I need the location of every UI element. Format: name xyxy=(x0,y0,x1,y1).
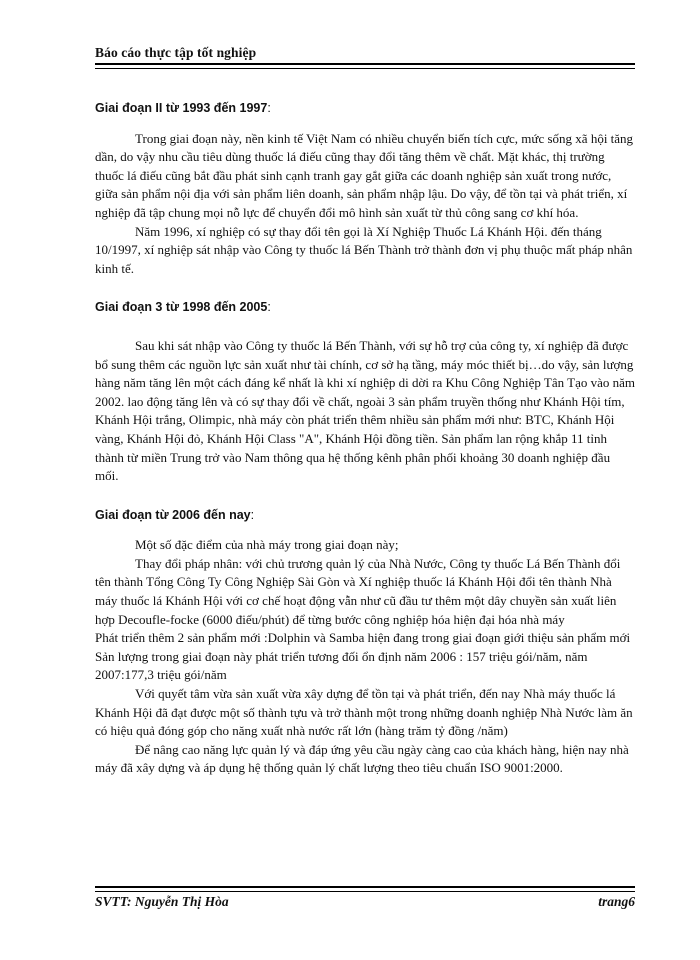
paragraph: Một số đặc điểm của nhà máy trong giai đoạn này; xyxy=(135,537,399,553)
document-page xyxy=(95,0,635,960)
paragraph: Với quyết tâm vừa sản xuất vừa xây dựng để tồn tại và phát triển, đến nay Nhà máy thuốc lá Khánh Hội đã đạt được một số thành tựu và trở thành một trong những doanh nghiệp Nhà Nước làm ăn có hiệu quả đóng góp cho năng xuất nhà nước rất lớn (hàng trăm tỷ đồng /năm) xyxy=(95,686,633,739)
document-body xyxy=(95,99,635,778)
section-heading: Giai đoạn II từ 1993 đến 1997: xyxy=(95,101,271,115)
paragraph: Phát triển thêm 2 sản phẩm mới :Dolphin và Samba hiện đang trong giai đoạn giới thiệu sản phẩm mới xyxy=(95,630,631,646)
paragraph: Để nâng cao năng lực quản lý và đáp ứng yêu cầu ngày càng cao của khách hàng, hiện nay nhà máy đã xây dựng và áp dụng hệ thống quản lý chất lượng theo tiêu chuẩn ISO 9001:2000. xyxy=(95,741,629,776)
paragraph: Năm 1996, xí nghiệp có sự thay đổi tên gọi là Xí Nghiệp Thuốc Lá Khánh Hội. đến tháng 10/1997, xí nghiệp sát nhập vào Công ty thuốc lá Bến Thành trở thành đơn vị phụ thuộc mất pháp nhân kinh tế. xyxy=(95,223,633,276)
paragraph: Thay đổi pháp nhân: với chủ trương quản lý của Nhà Nước, Công ty thuốc Lá Bến Thành đổi tên thành Tổng Công Ty Công Nghiệp Sài Gòn và Xí nghiệp thuốc lá Khánh Hội đổi tên thành Nhà máy thuốc lá Khánh Hội với cơ chế hoạt động vẫn như cũ đầu tư thêm một dây chuyền sản xuất liên hợp Decoufle-focke (6000 điếu/phút) để từng bước công nghiệp hóa hiện đại hóa nhà máy xyxy=(95,555,621,627)
section-heading: Giai đoạn từ 2006 đến nay: xyxy=(95,507,255,522)
footer-author: SVTT: Nguyễn Thị Hòa xyxy=(95,894,229,909)
footer-page-number: trang6 xyxy=(598,894,635,909)
paragraph: Trong giai đoạn này, nền kinh tế Việt Nam có nhiều chuyển biến tích cực, mức sống xã hội tăng dần, do vậy nhu cầu tiêu dùng thuốc lá điếu cũng thay đổi tăng thêm về chất. Mặt khác, thị trường thuốc lá điếu cũng bắt đầu phát sinh cạnh tranh gay gắt giữa các doanh nghiệp sản xuất trong nước, giữa sản phẩm nội địa với sản phẩm liên doanh, sản phẩm nhập lậu. Do vậy, để tồn tại và phát triển, xí nghiệp đã tập chung mọi nỗ lực để chuyển đổi mô hình sản xuất từ thủ công sang cơ khí hóa. xyxy=(95,130,634,220)
header-divider xyxy=(95,63,635,69)
section-heading: Giai đoạn 3 từ 1998 đến 2005: xyxy=(95,300,271,315)
page-header-title: Báo cáo thực tập tốt nghiệp xyxy=(95,45,257,60)
footer-divider xyxy=(95,886,635,892)
paragraph: Sau khi sát nhập vào Công ty thuốc lá Bến Thành, với sự hỗ trợ của công ty, xí nghiệp đã được bổ sung thêm các nguồn lực sản xuất như tài chính, cơ sở hạ tầng, máy móc thiết bị…do vậy, sản lượng hàng năm tăng lên một cách đáng kể nhất là khi xí nghiệp di dời ra Khu Công Nghiệp Tân Tạo vào năm 2002. lao động tăng lên và có sự thay đổi về chất, ngoài 3 sản phẩm truyền thống như Khánh Hội tím, Khánh Hội trắng, Olimpic, nhà máy còn phát triển thêm nhiều sản phẩm mới như: BTC, Khánh Hội vàng, Khánh Hội đỏ, Khánh Hội Class "A", Khánh Hội đồng tiền. Sản phẩm lan rộng khắp 11 tỉnh thành từ miền Trung trở vào Nam thông qua hệ thống kênh phân phối khoảng 30 doanh nghiệp đầu mối. xyxy=(95,337,635,484)
paragraph: Sản lượng trong giai đoạn này phát triển tương đối ổn định năm 2006 : 157 triệu gói/năm, năm 2007:177,3 triệu gói/năm xyxy=(95,648,588,683)
